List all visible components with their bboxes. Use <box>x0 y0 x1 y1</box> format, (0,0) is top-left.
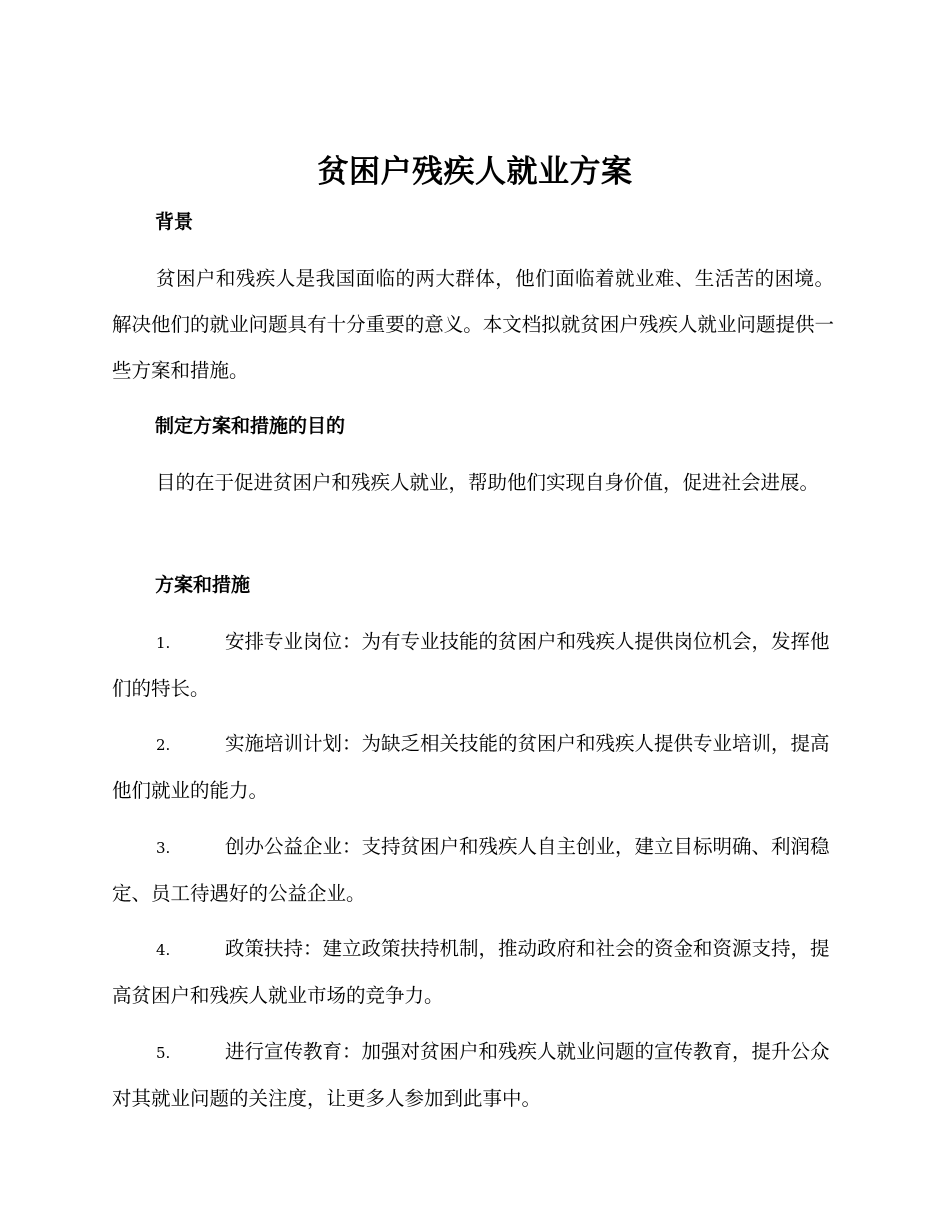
list-item-number: 3. <box>156 839 171 857</box>
list-item <box>112 926 834 1019</box>
section-heading-background: 背景 <box>155 211 194 233</box>
list-item <box>112 619 834 712</box>
list-item <box>112 721 834 814</box>
paragraph-purpose: 目的在于促进贫困户和残疾人就业，帮助他们实现自身价值，促进社会进展。 <box>156 471 820 494</box>
list-item-number: 4. <box>156 941 171 959</box>
list-item-number: 2. <box>156 736 171 754</box>
list-item-number: 1. <box>156 634 171 652</box>
section-heading-purpose: 制定方案和措施的目的 <box>155 415 346 437</box>
list-item-text: 实施培训计划：为缺乏相关技能的贫困户和残疾人提供专业培训，提高他们就业的能力。 <box>112 732 830 802</box>
list-item-text: 安排专业岗位：为有专业技能的贫困户和残疾人提供岗位机会，发挥他们的特长。 <box>112 630 830 700</box>
list-item <box>112 824 834 917</box>
list-item-number: 5. <box>156 1044 171 1062</box>
paragraph-background: 贫困户和残疾人是我国面临的两大群体，他们面临着就业难、生活苦的困境。解决他们的就业问题具有十分重要的意义。本文档拟就贫困户残疾人就业问题提供一些方案和措施。 <box>112 267 834 382</box>
document-title: 贫困户残疾人就业方案 <box>317 154 633 190</box>
list-item <box>112 1029 834 1122</box>
list-item-text: 政策扶持：建立政策扶持机制，推动政府和社会的资金和资源支持，提高贫困户和残疾人就业市场的竞争力。 <box>112 937 830 1007</box>
list-item-text: 进行宣传教育：加强对贫困户和残疾人就业问题的宣传教育，提升公众对其就业问题的关注度，让更多人参加到此事中。 <box>112 1040 830 1110</box>
list-item-text: 创办公益企业：支持贫困户和残疾人自主创业，建立目标明确、利润稳定、员工待遇好的公益企业。 <box>112 835 830 905</box>
section-heading-measures: 方案和措施 <box>155 574 251 596</box>
